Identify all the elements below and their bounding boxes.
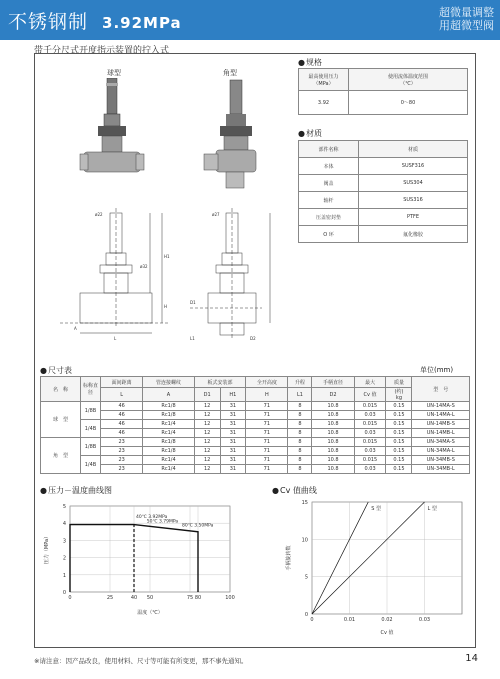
angle-valve-photo [204, 80, 256, 188]
dimension-table [40, 376, 470, 474]
ball-valve-drawing [60, 208, 170, 333]
table-row: 阀盖 SUS304 [299, 175, 468, 192]
spec-value: 0～80 [349, 91, 468, 115]
x-tick-label: 0.01 [343, 617, 356, 623]
table-row [41, 411, 470, 420]
table-cell: 12 [194, 411, 220, 420]
table-row: 本体 SUSF316 [299, 158, 468, 175]
table-cell: 46 [101, 402, 143, 411]
page-subtitle: 带千分尺式开度指示装置的拧入式 [34, 46, 170, 56]
x-tick-label: 50 [146, 595, 154, 601]
x-tick-label: 0.02 [381, 617, 393, 623]
table-row [41, 420, 470, 429]
dim-label: H [164, 304, 168, 309]
table-cell: 10.8 [312, 438, 354, 447]
table-cell: 12 [194, 465, 220, 474]
table-cell: 31 [220, 402, 246, 411]
table-cell: 10.8 [312, 447, 354, 456]
table-cell: 8 [288, 429, 312, 438]
spec-header: 最高使用压力 （MPa） [299, 69, 349, 91]
table-cell: 0.015 [354, 438, 386, 447]
table-row [41, 465, 470, 474]
y-axis-label: 手柄旋转数 [286, 545, 292, 571]
table-cell: 0.15 [386, 447, 412, 456]
table-row [41, 447, 470, 456]
table-cell: 0.15 [386, 411, 412, 420]
nominal-size: 1/4B [81, 420, 101, 438]
table-cell: 71 [246, 438, 288, 447]
table-cell: 8 [288, 456, 312, 465]
x-tick-label: 40 [130, 595, 138, 601]
table-cell: 31 [220, 438, 246, 447]
dimension-title: ● 尺寸表 [40, 365, 72, 376]
table-cell: 31 [220, 447, 246, 456]
y-tick-label: 0 [62, 590, 66, 596]
dim-label: D2 [250, 336, 256, 341]
dim-label: D1 [190, 300, 196, 305]
table-subheader-row: L A D1 H1 H L1 D2 Cv 值 (约) kg [41, 388, 470, 402]
material-title: ● 材质 [298, 128, 322, 139]
table-cell: 12 [194, 456, 220, 465]
table-cell: 31 [220, 429, 246, 438]
table-cell: 0.15 [386, 465, 412, 474]
table-cell: 10.8 [312, 411, 354, 420]
dim-label: A [74, 326, 77, 331]
x-tick-label: 80 [194, 595, 202, 601]
table-cell: 12 [194, 447, 220, 456]
table-row [41, 402, 470, 411]
table-cell: Rc1/8 [143, 447, 194, 456]
table-cell: 31 [220, 456, 246, 465]
x-tick-label: 0 [310, 617, 314, 623]
table-cell: 23 [101, 447, 143, 456]
footer-note: ※请注意：因产品改良，使用材料、尺寸等可能有所变更，那不事先通知。 [34, 657, 248, 665]
cv-value-chart [272, 496, 472, 640]
table-cell: 23 [101, 465, 143, 474]
y-tick-label: 0 [304, 612, 308, 618]
spec-title: ● 规格 [298, 57, 322, 68]
table-cell: 0.15 [386, 429, 412, 438]
group-name: 角 型 [41, 438, 81, 474]
table-cell: 23 [101, 456, 143, 465]
dim-label: ø27 [212, 212, 220, 217]
page-number: 14 [465, 653, 478, 664]
table-cell: 0.015 [354, 420, 386, 429]
table-cell: 71 [246, 411, 288, 420]
series-label: L 型 [427, 506, 437, 512]
y-tick-label: 3 [62, 538, 66, 545]
table-cell: 0.15 [386, 402, 412, 411]
y-axis-label: 压力（MPa） [44, 533, 50, 565]
table-cell: 8 [288, 447, 312, 456]
y-tick-label: 4 [62, 521, 66, 528]
table-cell: 0.03 [354, 411, 386, 420]
x-axis-label: 温度（℃） [137, 610, 163, 616]
table-cell: UN-34MB-L [412, 465, 470, 474]
table-cell: 31 [220, 465, 246, 474]
table-cell: 10.8 [312, 465, 354, 474]
cv-chart-title: ● Cv 值曲线 [272, 485, 317, 496]
table-cell: 10.8 [312, 420, 354, 429]
table-cell: UN-34MA-S [412, 438, 470, 447]
table-cell: UN-14MB-L [412, 429, 470, 438]
nominal-size: 1/8B [81, 438, 101, 456]
dim-label: H1 [164, 254, 170, 259]
ball-valve-photo [80, 78, 144, 172]
table-cell: Rc1/8 [143, 402, 194, 411]
table-cell: 46 [101, 411, 143, 420]
material-table [298, 140, 468, 243]
angle-valve-drawing [190, 208, 270, 340]
x-tick-label: 0 [68, 595, 72, 601]
valve-figures [40, 78, 290, 358]
table-cell: 23 [101, 438, 143, 447]
table-cell: 8 [288, 438, 312, 447]
dim-label: L [114, 336, 117, 341]
x-tick-label: 100 [225, 595, 235, 601]
series-line-0 [312, 502, 368, 614]
material-header: 部件名称 [299, 141, 359, 158]
y-tick-label: 2 [62, 555, 66, 562]
table-cell: 12 [194, 429, 220, 438]
annotation: 40℃ 3.92MPa [136, 515, 168, 521]
annotation: 80℃ 3.50MPa [182, 523, 214, 529]
table-cell: 12 [194, 438, 220, 447]
material-header: 材质 [359, 141, 468, 158]
table-cell: 10.8 [312, 402, 354, 411]
table-cell: 0.15 [386, 438, 412, 447]
table-cell: 0.03 [354, 447, 386, 456]
y-tick-label: 5 [62, 504, 66, 510]
table-cell: 0.15 [386, 420, 412, 429]
nominal-size: 1/4B [81, 456, 101, 474]
dim-label: L1 [190, 336, 195, 341]
table-row [41, 429, 470, 438]
table-cell: 8 [288, 465, 312, 474]
y-tick-label: 15 [301, 500, 308, 506]
table-cell: 8 [288, 411, 312, 420]
table-cell: UN-34MA-L [412, 447, 470, 456]
x-tick-label: 0.03 [418, 617, 431, 623]
pressure-temperature-chart [40, 496, 240, 620]
table-row [41, 456, 470, 465]
x-tick-label: 25 [106, 595, 114, 601]
table-cell: 71 [246, 402, 288, 411]
angle-type-label: 角型 [223, 69, 237, 77]
page-header [0, 0, 500, 40]
table-row: 轴杆 SUS316 [299, 192, 468, 209]
table-row: 压盖密封垫 PTFE [299, 209, 468, 226]
table-row: O 环 氟化橡胶 [299, 226, 468, 243]
table-cell: 8 [288, 402, 312, 411]
spec-header: 使用流体温度范围 （℃） [349, 69, 468, 91]
table-cell: 71 [246, 420, 288, 429]
table-header-row: 名 称 标称直径 面间距离 管连接螺纹 板式安装部 全开高度 升程 手柄直径 最大 质量 型 号 [41, 377, 470, 388]
table-cell: 31 [220, 411, 246, 420]
table-cell: 71 [246, 429, 288, 438]
table-cell: 71 [246, 447, 288, 456]
pt-chart-title: ● 压力－温度曲线图 [40, 485, 112, 496]
series-line-1 [312, 502, 425, 614]
table-cell: 0.15 [386, 456, 412, 465]
y-tick-label: 5 [304, 574, 308, 581]
table-cell: 71 [246, 456, 288, 465]
table-cell: Rc1/4 [143, 420, 194, 429]
table-cell: 0.015 [354, 402, 386, 411]
header-category: 超微量调整 用超微型阀 [439, 6, 494, 32]
table-cell: Rc1/4 [143, 465, 194, 474]
dim-label: ø32 [140, 264, 148, 269]
table-cell: Rc1/8 [143, 411, 194, 420]
table-cell: UN-34MB-S [412, 456, 470, 465]
pressure-rating: 3.92MPa [102, 14, 182, 32]
nominal-size: 1/8B [81, 402, 101, 420]
unit-label: 单位(mm) [420, 366, 454, 374]
table-cell: 10.8 [312, 456, 354, 465]
x-tick-label: 75 [186, 595, 194, 601]
x-axis-label: Cv 值 [380, 630, 394, 636]
y-tick-label: 10 [301, 537, 308, 544]
table-cell: UN-14MA-S [412, 402, 470, 411]
table-cell: 0.03 [354, 429, 386, 438]
table-cell: 0.03 [354, 465, 386, 474]
spec-value: 3.92 [299, 91, 349, 115]
table-cell: 12 [194, 402, 220, 411]
series-label: S 型 [371, 506, 382, 512]
spec-table [298, 68, 468, 115]
table-cell: 46 [101, 429, 143, 438]
table-cell: 8 [288, 420, 312, 429]
table-cell: 71 [246, 465, 288, 474]
table-cell: 12 [194, 420, 220, 429]
y-tick-label: 1 [62, 572, 66, 579]
table-cell: Rc1/4 [143, 429, 194, 438]
table-cell: UN-14MB-S [412, 420, 470, 429]
page-title: 不锈钢制 3.92MPa [8, 11, 182, 33]
table-row [41, 438, 470, 447]
table-cell: UN-14MA-L [412, 411, 470, 420]
dim-label: ø22 [95, 212, 103, 217]
table-cell: Rc1/4 [143, 456, 194, 465]
annotation: 50℃ 3.79MPa [146, 519, 179, 525]
ball-type-label: 球型 [107, 69, 121, 77]
group-name: 球 型 [41, 402, 81, 438]
table-cell: Rc1/8 [143, 438, 194, 447]
table-cell: 31 [220, 420, 246, 429]
table-cell: 10.8 [312, 429, 354, 438]
table-cell: 0.015 [354, 456, 386, 465]
table-cell: 46 [101, 420, 143, 429]
